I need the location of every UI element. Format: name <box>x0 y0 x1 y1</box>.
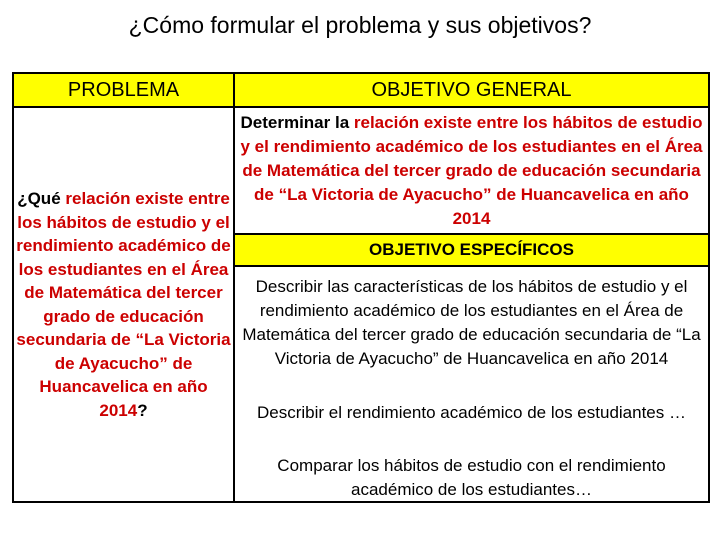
objetivo-general-body: relación existe entre los hábitos de estudio y el rendimiento académico de los estudiantes en el Área de Matemática del tercer grado de educación secundaria de “La Victoria de Ayacucho” de Huancavelica en año 2014 <box>240 112 703 228</box>
problema-question <box>16 187 231 422</box>
objetivo-general-header: OBJETIVO GENERAL <box>233 72 710 108</box>
problema-cell <box>12 108 235 503</box>
problema-question-body: relación existe entre los hábitos de estudio y el rendimiento académico de los estudiantes en el Área de Matemática del tercer grado de educación secundaria de “La Victoria de Ayacucho” de Huancavelica en año 2014 <box>16 189 231 420</box>
objetivo-general-cell <box>233 108 710 233</box>
objetivo-especifico-2: Describir el rendimiento académico de los estudiantes … <box>257 403 686 422</box>
problema-header: PROBLEMA <box>12 72 235 108</box>
objetivos-especificos-cell <box>233 267 710 503</box>
objetivo-general-lead: Determinar la <box>240 112 354 132</box>
objetivo-especifico-3: Comparar los hábitos de estudio con el rendimiento académico de los estudiantes… <box>277 456 666 499</box>
problema-question-open: ¿Qué <box>17 189 66 208</box>
objetivo-general-text <box>237 111 707 231</box>
objetivo-especifico-1: Describir las características de los hábitos de estudio y el rendimiento académico de los estudiantes en el Área de Matemática del tercer grado de educación secundaria de “La Victoria de Ayacucho” de Huancavelica en año 2014 <box>242 277 701 368</box>
problema-question-close: ? <box>137 400 148 420</box>
objetivos-especificos-header: OBJETIVO ESPECÍFICOS <box>233 233 710 267</box>
slide-title: ¿Cómo formular el problema y sus objetivos? <box>128 12 592 38</box>
